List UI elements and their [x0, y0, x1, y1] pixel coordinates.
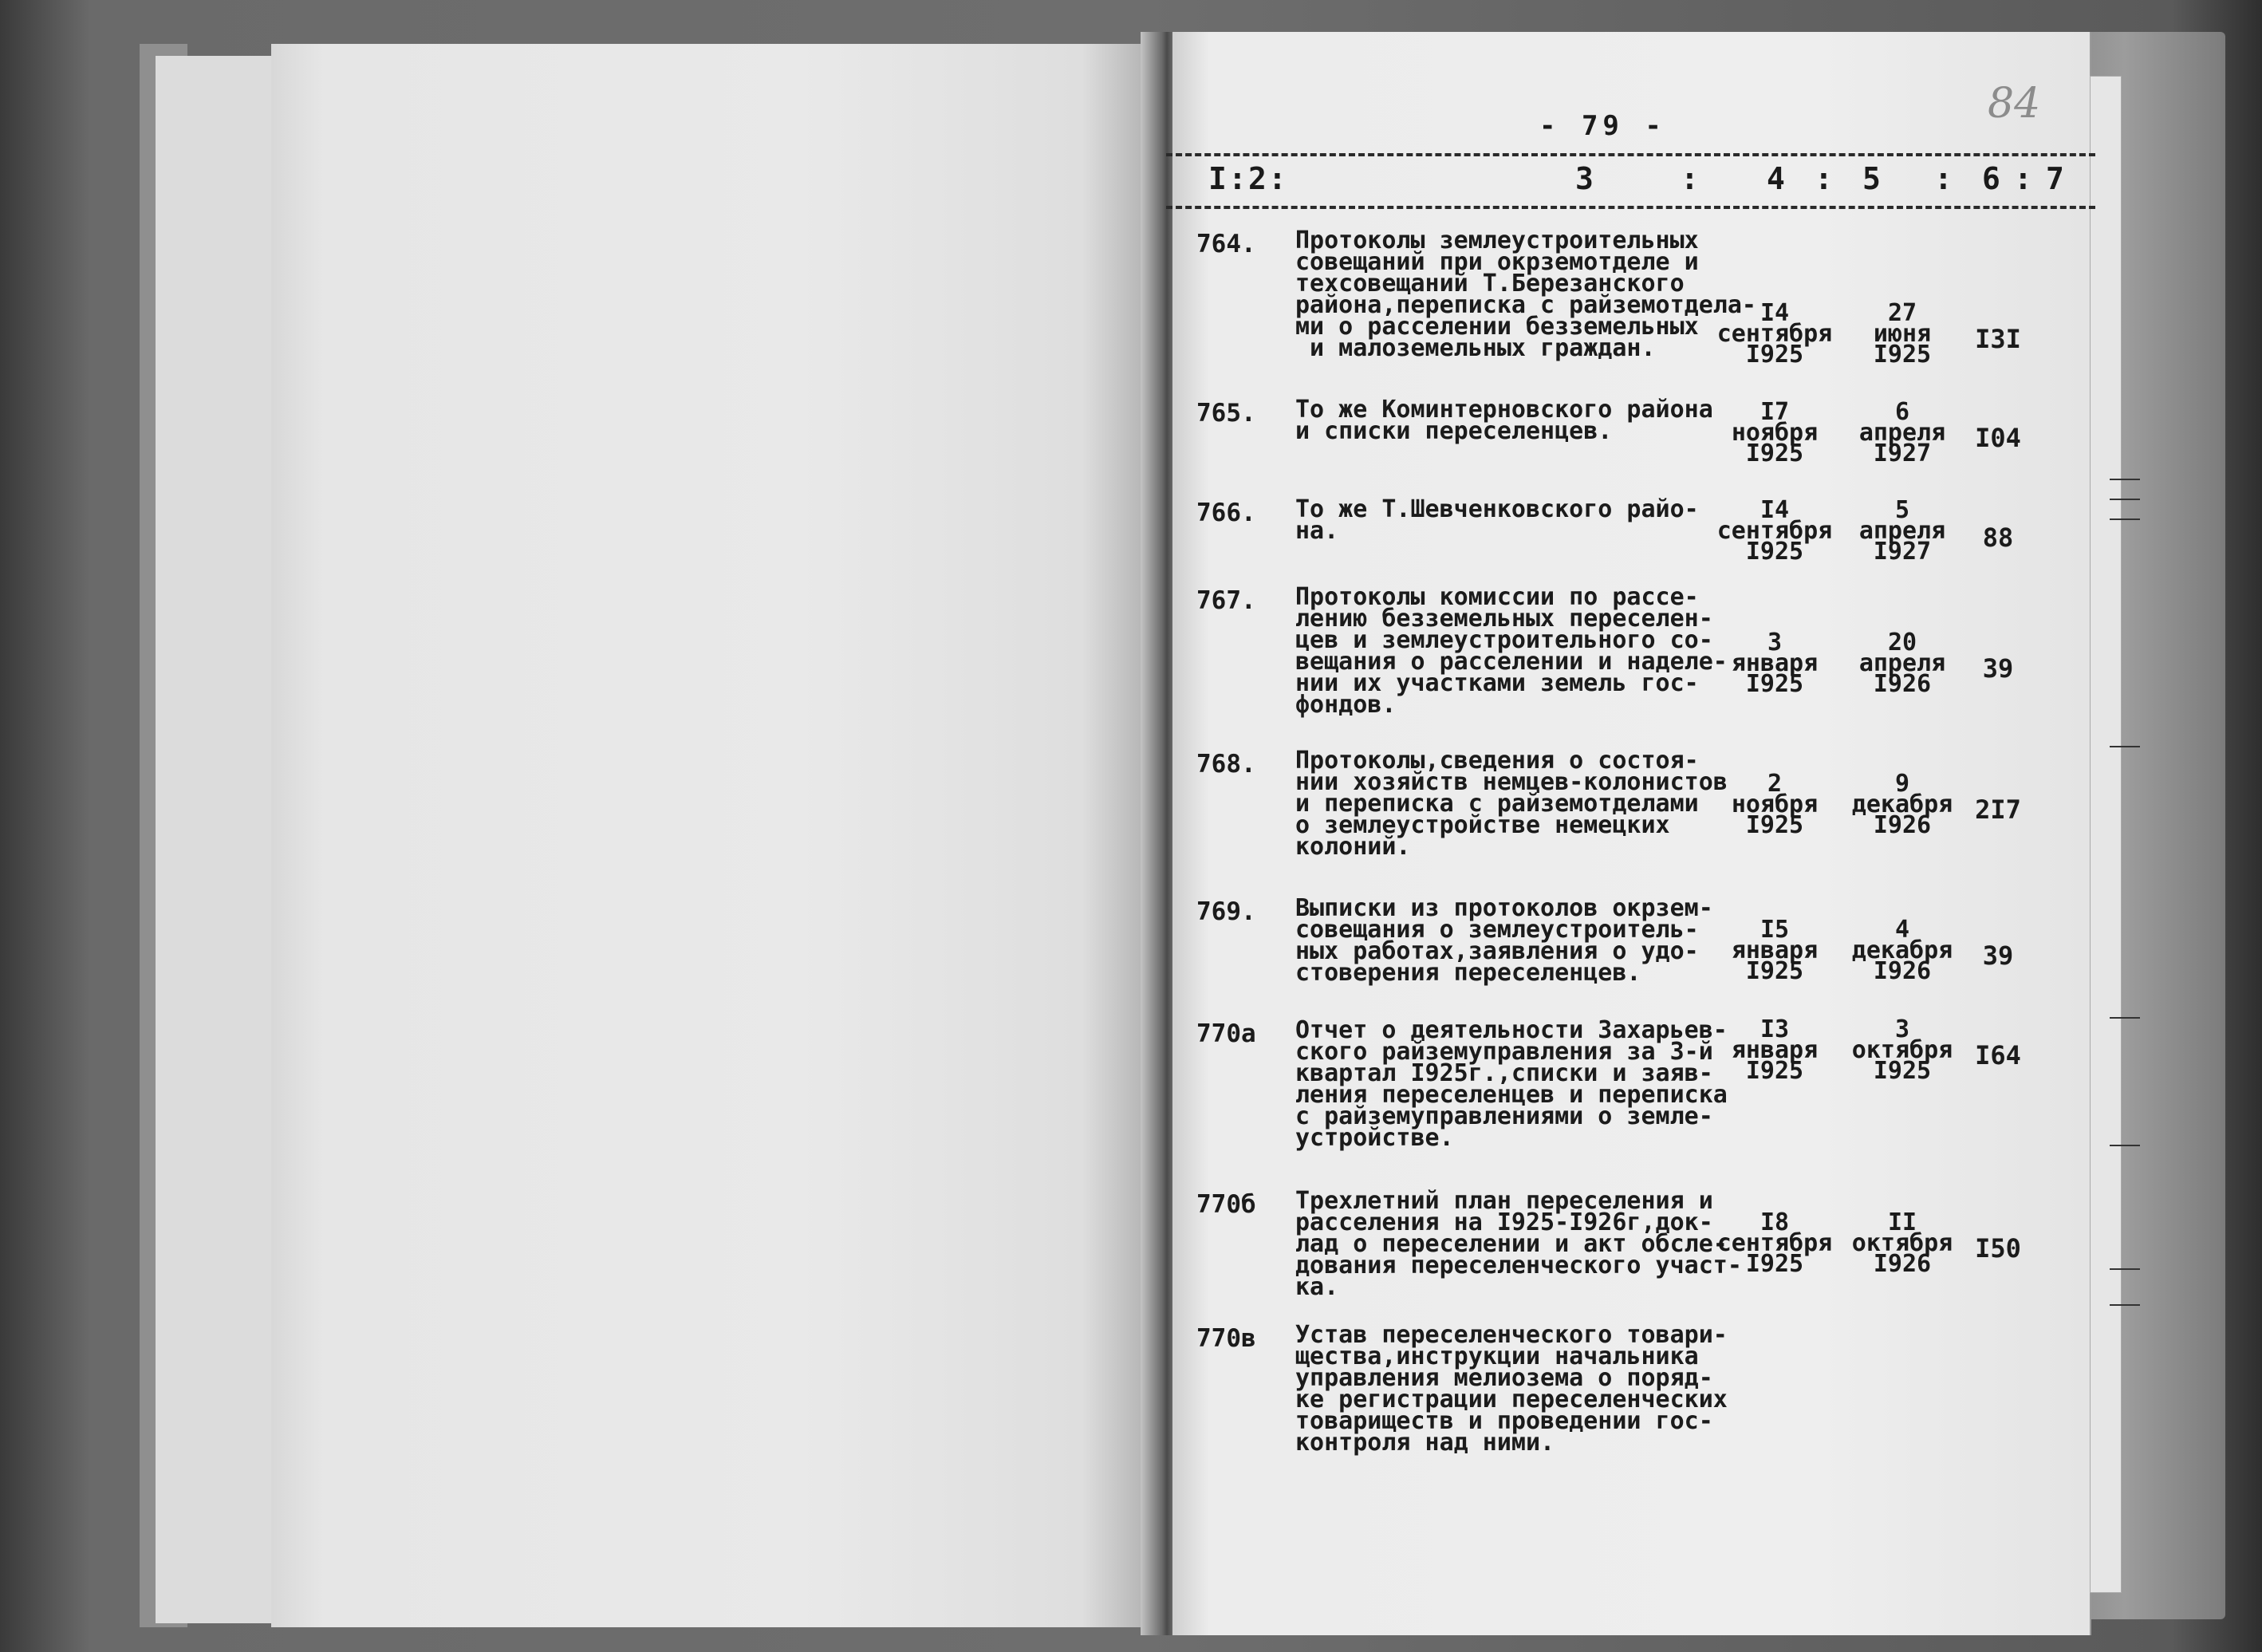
margin-mark	[2110, 479, 2140, 480]
folio-number-handwritten: 84	[1988, 80, 2041, 128]
inventory-entry	[1196, 227, 2082, 381]
start-date: I8 сентября I925	[1716, 1208, 1833, 1278]
entry-description: То же Коминтерновского района и списки переселенцев.	[1295, 396, 1713, 445]
page-edge	[227, 56, 252, 1623]
end-date: 9 декабря I926	[1851, 770, 1953, 839]
page-edge	[156, 56, 180, 1623]
entry-number: 768.	[1196, 750, 1256, 779]
page-edge	[203, 56, 228, 1623]
end-date: 6 апреля I927	[1858, 398, 1946, 467]
col-header-1: I	[1208, 161, 1227, 196]
end-date: 4 декабря I926	[1851, 916, 1953, 985]
sheet-count: 88	[1982, 522, 2014, 553]
inventory-entry	[1196, 396, 2082, 475]
column-header-row	[1208, 161, 2086, 201]
entry-number: 766.	[1196, 499, 1256, 527]
entry-number: 765.	[1196, 399, 1256, 428]
entry-number: 770в	[1196, 1324, 1256, 1353]
end-date: 20 апреля I926	[1858, 629, 1946, 698]
start-date: 3 января I925	[1731, 629, 1819, 698]
sheet-count: 39	[1982, 940, 2014, 971]
margin-mark	[2110, 1017, 2140, 1019]
inventory-entry	[1196, 894, 2082, 993]
start-date: I5 января I925	[1731, 916, 1819, 985]
inventory-entry	[1196, 1015, 2082, 1159]
start-date: I3 января I925	[1731, 1015, 1819, 1085]
entry-description: То же Т.Шевченковского райо- на.	[1295, 495, 1699, 545]
entry-description: Протоколы землеустроительных совещаний при окрземотделе и техсовещаний Т.Березанского района,переписка с райземотдела- ми о расселении безземельных и малоземельных граждан.	[1295, 227, 1756, 362]
start-date: I4 сентября I925	[1716, 496, 1833, 566]
sheet-count: I50	[1975, 1233, 2021, 1264]
inventory-entry	[1196, 1187, 2082, 1310]
header-rule-bottom	[1166, 206, 2095, 209]
end-date: II октября I926	[1851, 1208, 1953, 1278]
entry-description: Протоколы комиссии по рассе- лению безземельных переселен- цев и землеустроительного со- вещания о расселении и наделе- нии их участками земель гос- фондов.	[1295, 583, 1728, 719]
col-header-3: 3	[1575, 161, 1594, 196]
col-header-7: 7	[2046, 161, 2064, 196]
entry-number: 770б	[1196, 1190, 1256, 1219]
inserted-sheet-edge	[2090, 76, 2122, 1593]
entry-description: Трехлетний план переселения и расселения на I925-I926г,док- лад о переселении и акт обсле- дования переселенческого участ- ка.	[1295, 1187, 1742, 1301]
start-date: I4 сентября I925	[1716, 299, 1833, 369]
margin-mark	[2110, 1145, 2140, 1146]
sheet-count: I04	[1975, 423, 2021, 453]
entry-description: Выписки из протоколов окрзем- совещания о землеустроитель- ных работах,заявления о удо- стоверения переселенцев.	[1295, 894, 1713, 987]
col-separator: :	[1681, 161, 1699, 196]
entry-number: 764.	[1196, 230, 1256, 258]
entry-number: 769.	[1196, 897, 1256, 926]
entry-number: 770а	[1196, 1019, 1256, 1048]
page-edge	[179, 56, 204, 1623]
sheet-count: I64	[1975, 1040, 2021, 1070]
start-date: 2 ноября I925	[1731, 770, 1819, 839]
inventory-entry	[1196, 1321, 2082, 1464]
margin-mark	[2110, 746, 2140, 747]
col-separator: :	[1228, 161, 1247, 196]
margin-mark	[2110, 1304, 2140, 1306]
col-separator: :	[1934, 161, 1953, 196]
col-separator: :	[1268, 161, 1287, 196]
inventory-entry	[1196, 747, 2082, 869]
col-separator: :	[1815, 161, 1833, 196]
end-date: 27 июня I925	[1873, 299, 1932, 369]
margin-mark	[2110, 1268, 2140, 1270]
margin-mark	[2110, 499, 2140, 500]
inventory-entry	[1196, 495, 2082, 574]
margin-mark	[2110, 518, 2140, 520]
sheet-count: 2I7	[1975, 794, 2021, 825]
col-header-2: 2	[1248, 161, 1267, 196]
sheet-count: I3I	[1975, 324, 2021, 354]
col-header-6: 6	[1982, 161, 2000, 196]
left-page-blank	[271, 44, 1153, 1627]
inventory-entry	[1196, 583, 2082, 726]
entry-description: Протоколы,сведения о состоя- нии хозяйств немцев-колонистов и переписка с райземотделами о землеустройстве немецких колоний.	[1295, 747, 1728, 861]
header-rule-top	[1166, 153, 2095, 156]
col-separator: :	[2014, 161, 2032, 196]
col-header-5: 5	[1862, 161, 1881, 196]
entry-description: Отчет о деятельности Захарьев- ского райземуправления за 3-й квартал I925г.,списки и заяв- ления переселенцев и переписка с райземуправлениями о земле- устройстве.	[1295, 1016, 1728, 1152]
entry-description: Устав переселенческого товари- щества,инструкции начальника управления мелиозема о поряд- ке регистрации переселенческих товариществ и проведении гос- контроля над ними.	[1295, 1321, 1728, 1457]
end-date: 5 апреля I927	[1858, 496, 1946, 566]
entry-number: 767.	[1196, 586, 1256, 615]
col-header-4: 4	[1767, 161, 1785, 196]
end-date: 3 октября I925	[1851, 1015, 1953, 1085]
sheet-count: 39	[1982, 653, 2014, 684]
start-date: I7 ноября I925	[1731, 398, 1819, 467]
page-number: - 79 -	[1539, 110, 1666, 142]
